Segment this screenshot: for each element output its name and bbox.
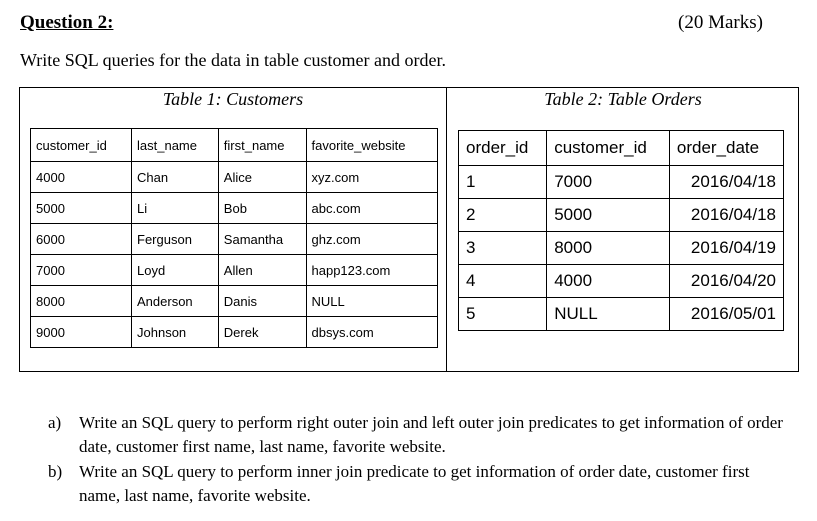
- cell-favorite-website: NULL: [306, 286, 437, 317]
- cell-last-name: Li: [132, 193, 219, 224]
- customers-header-row: [31, 129, 438, 162]
- orders-table: [458, 130, 784, 331]
- cell-customer-id: 5000: [31, 193, 132, 224]
- cell-favorite-website: dbsys.com: [306, 317, 437, 348]
- customers-col-first-name: first_name: [218, 129, 306, 162]
- cell-favorite-website: abc.com: [306, 193, 437, 224]
- task-label: b): [48, 462, 63, 481]
- cell-order-date: 2016/05/01: [669, 298, 783, 331]
- cell-customer-id: NULL: [547, 298, 670, 331]
- table-row: [31, 255, 438, 286]
- table-row: [31, 317, 438, 348]
- orders-col-customer-id: customer_id: [547, 131, 670, 166]
- table-row: [31, 162, 438, 193]
- task-list: [48, 411, 788, 509]
- question-instruction: Write SQL queries for the data in table customer and order.: [20, 50, 446, 70]
- cell-favorite-website: xyz.com: [306, 162, 437, 193]
- table-row: [31, 224, 438, 255]
- table-row: [459, 298, 784, 331]
- cell-favorite-website: happ123.com: [306, 255, 437, 286]
- cell-customer-id: 6000: [31, 224, 132, 255]
- task-label: a): [48, 413, 62, 432]
- cell-customer-id: 7000: [547, 166, 670, 199]
- cell-order-id: 4: [459, 265, 547, 298]
- table-row: [459, 199, 784, 232]
- table-row: [459, 265, 784, 298]
- customers-col-favorite-website: favorite_website: [306, 129, 437, 162]
- orders-col-order-id: order_id: [459, 131, 547, 166]
- cell-first-name: Allen: [218, 255, 306, 286]
- cell-order-date: 2016/04/18: [669, 199, 783, 232]
- table-row: [31, 193, 438, 224]
- cell-favorite-website: ghz.com: [306, 224, 437, 255]
- question-title: Question 2:: [20, 12, 114, 33]
- task-item: [48, 460, 788, 508]
- table-row: [459, 232, 784, 265]
- orders-header-row: [459, 131, 784, 166]
- cell-customer-id: 7000: [31, 255, 132, 286]
- cell-order-id: 3: [459, 232, 547, 265]
- cell-first-name: Danis: [218, 286, 306, 317]
- customers-table-caption: Table 1: Customers: [162, 89, 304, 109]
- question-marks: (20 Marks): [678, 12, 763, 33]
- cell-customer-id: 9000: [31, 317, 132, 348]
- customers-col-last-name: last_name: [132, 129, 219, 162]
- cell-first-name: Derek: [218, 317, 306, 348]
- cell-customer-id: 4000: [547, 265, 670, 298]
- cell-customer-id: 5000: [547, 199, 670, 232]
- cell-order-date: 2016/04/18: [669, 166, 783, 199]
- cell-first-name: Bob: [218, 193, 306, 224]
- cell-last-name: Loyd: [132, 255, 219, 286]
- cell-last-name: Johnson: [132, 317, 219, 348]
- cell-order-id: 2: [459, 199, 547, 232]
- customers-col-customer-id: customer_id: [31, 129, 132, 162]
- task-item: [48, 411, 788, 459]
- task-text: Write an SQL query to perform right outer join and left outer join predicates to get information of order date, customer first name, last name, favorite website.: [79, 413, 783, 456]
- cell-last-name: Anderson: [132, 286, 219, 317]
- cell-customer-id: 8000: [31, 286, 132, 317]
- table-row: [459, 166, 784, 199]
- cell-customer-id: 4000: [31, 162, 132, 193]
- cell-first-name: Samantha: [218, 224, 306, 255]
- cell-order-id: 1: [459, 166, 547, 199]
- customers-table: [30, 128, 438, 348]
- cell-last-name: Chan: [132, 162, 219, 193]
- cell-order-id: 5: [459, 298, 547, 331]
- orders-table-caption: Table 2: Table Orders: [544, 89, 702, 109]
- cell-first-name: Alice: [218, 162, 306, 193]
- table-row: [31, 286, 438, 317]
- cell-order-date: 2016/04/20: [669, 265, 783, 298]
- tables-divider: [446, 87, 447, 372]
- cell-customer-id: 8000: [547, 232, 670, 265]
- cell-order-date: 2016/04/19: [669, 232, 783, 265]
- task-text: Write an SQL query to perform inner join predicate to get information of order date, customer first name, last name, favorite website.: [79, 462, 750, 505]
- orders-col-order-date: order_date: [669, 131, 783, 166]
- cell-last-name: Ferguson: [132, 224, 219, 255]
